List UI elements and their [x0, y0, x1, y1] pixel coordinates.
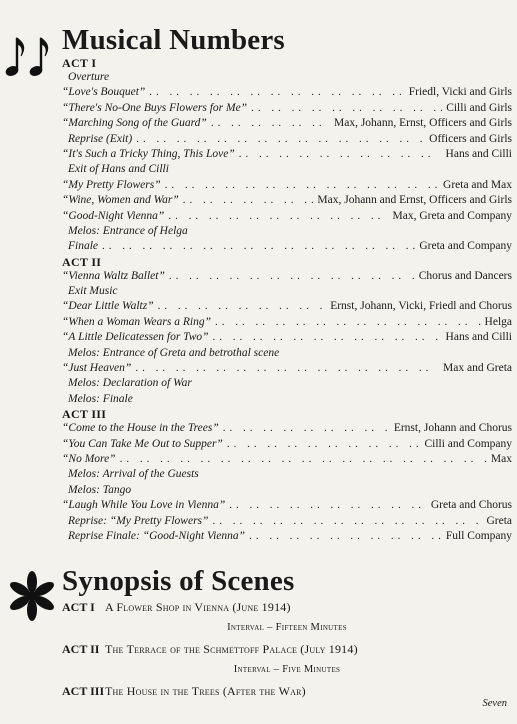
leader-dots	[251, 101, 442, 116]
performers: Greta and Max	[443, 178, 512, 191]
musical-number-row	[62, 514, 512, 529]
performers: Greta and Company	[419, 240, 512, 253]
musical-number-row	[62, 85, 512, 100]
act-heading: ACT I	[62, 56, 97, 70]
scene-place: The House in the Trees (After the War)	[105, 684, 306, 698]
song-title: “Marching Song of the Guard”	[62, 117, 207, 130]
scene-act-2	[62, 639, 512, 659]
song-title: “My Pretty Flowers”	[62, 178, 161, 191]
song-title: “Wine, Women and War”	[62, 194, 179, 207]
song-title: Overture	[68, 71, 110, 83]
musical-number-row	[62, 437, 512, 452]
song-title: “Just Heaven”	[62, 362, 132, 375]
song-title: Melos: Entrance of Helga	[68, 224, 188, 237]
leader-dots	[135, 361, 439, 376]
musical-number-row	[62, 361, 512, 376]
song-title: Reprise: “My Pretty Flowers”	[68, 514, 209, 527]
musical-number-row	[62, 529, 512, 544]
musical-number-row	[62, 209, 512, 224]
musical-number-row	[62, 498, 512, 513]
scene-act-label: ACT I	[62, 600, 95, 614]
scene-act-label: ACT III	[62, 684, 105, 698]
leader-dots	[211, 116, 330, 131]
song-title: Melos: Arrival of the Guests	[68, 468, 199, 481]
performers: Ernst, Johann, Vicki, Friedl and Chorus	[330, 300, 512, 313]
leader-dots	[183, 193, 314, 208]
leader-dots	[149, 85, 404, 100]
song-title: Reprise (Exit)	[68, 132, 133, 145]
musical-number-row	[62, 467, 512, 482]
musical-number-row	[62, 330, 512, 345]
leader-dots	[102, 239, 415, 254]
leader-dots	[229, 498, 427, 513]
musical-number-row	[62, 224, 512, 239]
performers: Ernst, Johann and Chorus	[393, 422, 512, 435]
song-title: “There's No-One Buys Flowers for Me”	[62, 101, 248, 114]
scene-act-3	[62, 681, 512, 701]
act-heading: ACT III	[62, 407, 107, 422]
musical-number-row	[62, 70, 512, 85]
musical-number-row	[62, 147, 512, 162]
performers: Chorus and Dancers	[418, 269, 512, 282]
song-title: “No More”	[62, 452, 116, 465]
musical-number-row	[62, 101, 512, 116]
performers: Hans and Cilli	[445, 331, 512, 344]
song-title: “Good-Night Vienna”	[62, 209, 165, 222]
song-title: Melos: Finale	[68, 392, 133, 405]
song-title: Exit of Hans and Cilli	[68, 163, 169, 176]
leader-dots	[223, 421, 390, 436]
musical-number-row	[62, 452, 512, 467]
scene-place: The Terrace of the Schmettoff Palace (July 1914)	[105, 642, 358, 656]
leader-dots	[227, 437, 421, 452]
performers: Greta and Chorus	[430, 499, 512, 512]
leader-dots	[215, 315, 481, 330]
performers: Helga	[484, 315, 512, 328]
music-notes-icon	[2, 30, 54, 82]
song-title: “It's Such a Tricky Thing, This Love”	[62, 147, 235, 160]
musical-number-row	[62, 239, 512, 254]
song-title: “Dear Little Waltz”	[62, 300, 154, 313]
performers: Full Company	[445, 529, 512, 542]
musical-number-row	[62, 193, 512, 208]
musical-numbers-list	[62, 56, 512, 544]
performers: Cilli and Company	[424, 437, 512, 450]
song-title: Reprise Finale: “Good-Night Vienna”	[68, 529, 246, 542]
song-title: “Love's Bouquet”	[62, 86, 146, 99]
song-title: Exit Music	[68, 285, 118, 298]
musical-number-row	[62, 376, 512, 391]
performers: Friedl, Vicki and Girls	[408, 86, 512, 99]
leader-dots	[249, 529, 442, 544]
scene-place: A Flower Shop in Vienna (June 1914)	[105, 600, 291, 614]
musical-number-row	[62, 162, 512, 177]
performers: Max and Greta	[443, 362, 512, 375]
song-title: “Come to the House in the Trees”	[62, 422, 219, 435]
leader-dots	[169, 269, 415, 284]
page-number: Seven	[482, 698, 507, 709]
musical-number-row	[62, 346, 512, 361]
scene-act-label: ACT II	[62, 642, 100, 656]
song-title: “Laugh While You Love in Vienna”	[62, 499, 226, 512]
scene-act-1	[62, 597, 512, 617]
leader-dots	[158, 299, 327, 314]
performers: Greta	[486, 514, 512, 527]
performers: Officers and Girls	[429, 132, 512, 145]
song-title: “When a Woman Wears a Ring”	[62, 315, 211, 328]
musical-number-row	[62, 178, 512, 193]
leader-dots	[136, 132, 425, 147]
musical-number-row	[62, 269, 512, 284]
leader-dots	[120, 452, 487, 467]
musical-number-row	[62, 483, 512, 498]
synopsis-title: Synopsis of Scenes	[62, 565, 295, 597]
leader-dots	[165, 178, 439, 193]
leader-dots	[168, 209, 388, 224]
performers: Max, Johann and Ernst, Officers and Girls	[317, 194, 512, 207]
leader-dots	[212, 514, 482, 529]
performers: Max, Greta and Company	[392, 209, 512, 222]
musical-number-row	[62, 284, 512, 299]
performers: Hans and Cilli	[445, 147, 512, 160]
song-title: Finale	[68, 240, 99, 253]
musical-number-row	[62, 132, 512, 147]
song-title: “You Can Take Me Out to Supper”	[62, 437, 223, 450]
performers: Max, Johann, Ernst, Officers and Girls	[333, 117, 512, 130]
song-title: Melos: Entrance of Greta and betrothal scene	[68, 346, 280, 359]
musical-numbers-title: Musical Numbers	[62, 24, 285, 56]
asterisk-flower-icon	[6, 570, 58, 622]
musical-number-row	[62, 392, 512, 407]
song-title: Melos: Declaration of War	[68, 377, 192, 390]
act-heading: ACT II	[62, 254, 102, 269]
musical-number-row	[62, 421, 512, 436]
interval-2: Interval – Five Minutes	[233, 664, 341, 675]
musical-number-row	[62, 315, 512, 330]
song-title: “Vienna Waltz Ballet”	[62, 269, 165, 282]
musical-number-row	[62, 299, 512, 314]
interval-1: Interval – Fifteen Minutes	[227, 622, 347, 633]
performers: Max	[490, 452, 512, 465]
performers: Cilli and Girls	[446, 101, 512, 114]
synopsis-of-scenes	[62, 597, 512, 701]
musical-number-row	[62, 116, 512, 131]
song-title: Melos: Tango	[68, 483, 132, 496]
leader-dots	[239, 147, 442, 162]
leader-dots	[213, 330, 442, 345]
song-title: “A Little Delicatessen for Two”	[62, 331, 209, 344]
